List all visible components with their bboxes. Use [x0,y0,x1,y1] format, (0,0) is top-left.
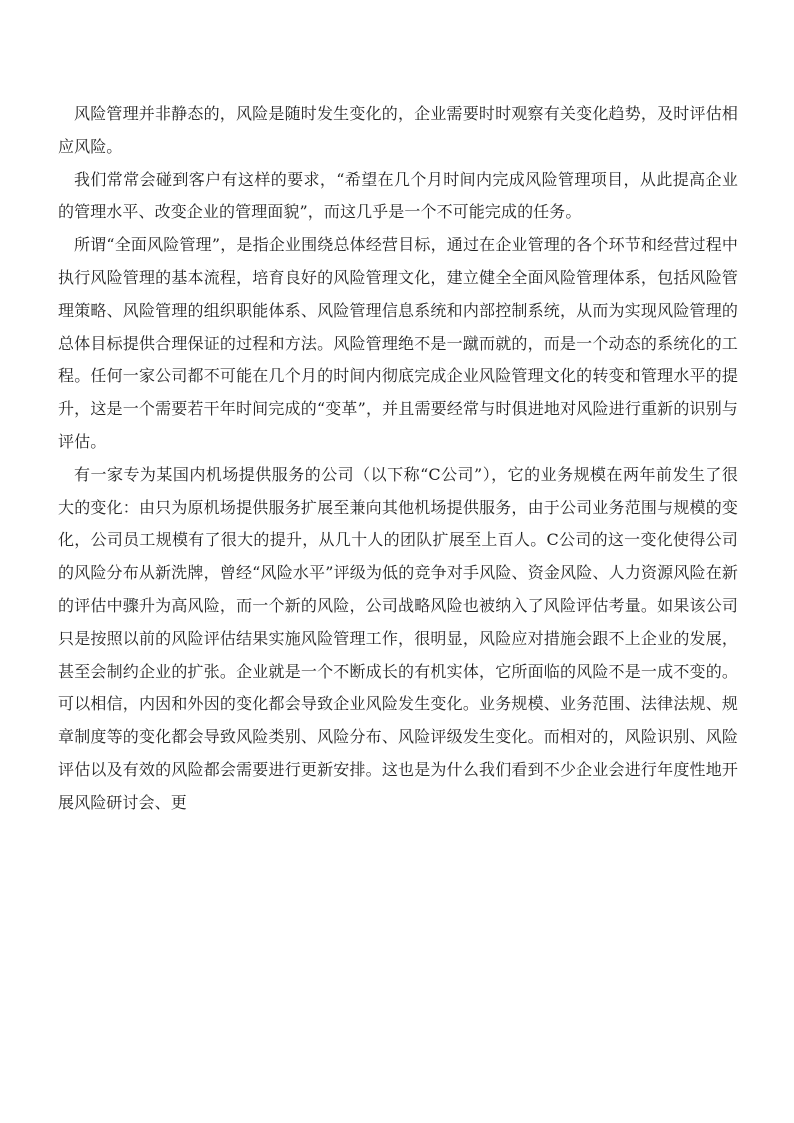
paragraph-1: 风险管理并非静态的，风险是随时发生变化的，企业需要时时观察有关变化趋势，及时评估相应风险。 [58,104,738,156]
paragraph-4: 有一家专为某国内机场提供服务的公司（以下称“C公司”），它的业务规模在两年前发生了很大的变化：由只为原机场提供服务扩展至兼向其他机场提供服务，由于公司业务范围与规模的变化，公司员工规模有了很大的提升，从几十人的团队扩展至上百人。C公司的这一变化使得公司的风险分布从新洗牌，曾经“风险水平”评级为低的竞争对手风险、资金风险、人力资源风险在新的评估中骤升为高风险，而一个新的风险，公司战略风险也被纳入了风险评估考量。如果该公司只是按照以前的风险评估结果实施风险管理工作，很明显，风险应对措施会跟不上企业的发展，甚至会制约企业的扩张。企业就是一个不断成长的有机实体，它所面临的风险不是一成不变的。可以相信，内因和外因的变化都会导致企业风险发生变化。业务规模、业务范围、法律法规、规章制度等的变化都会导致风险类别、风险分布、风险评级发生变化。而相对的，风险识别、风险评估以及有效的风险都会需要进行更新安排。这也是为什么我们看到不少企业会进行年度性地开展风险研讨会、更 [58,464,738,812]
paragraph-3: 所谓“全面风险管理”，是指企业围绕总体经营目标，通过在企业管理的各个环节和经营过程中执行风险管理的基本流程，培育良好的风险管理文化，建立健全全面风险管理体系，包括风险管理策略、风险管理的组织职能体系、风险管理信息系统和内部控制系统，从而为实现风险管理的总体目标提供合理保证的过程和方法。风险管理绝不是一蹴而就的，而是一个动态的系统化的工程。任何一家公司都不可能在几个月的时间内彻底完成企业风险管理文化的转变和管理水平的提升，这是一个需要若干年时间完成的“变革”，并且需要经常与时俱进地对风险进行重新的识别与评估。 [58,235,738,451]
paragraph-2: 我们常常会碰到客户有这样的要求，“希望在几个月时间内完成风险管理项目，从此提高企业的管理水平、改变企业的管理面貌”，而这几乎是一个不可能完成的任务。 [58,169,738,222]
document-page [58,98,738,820]
